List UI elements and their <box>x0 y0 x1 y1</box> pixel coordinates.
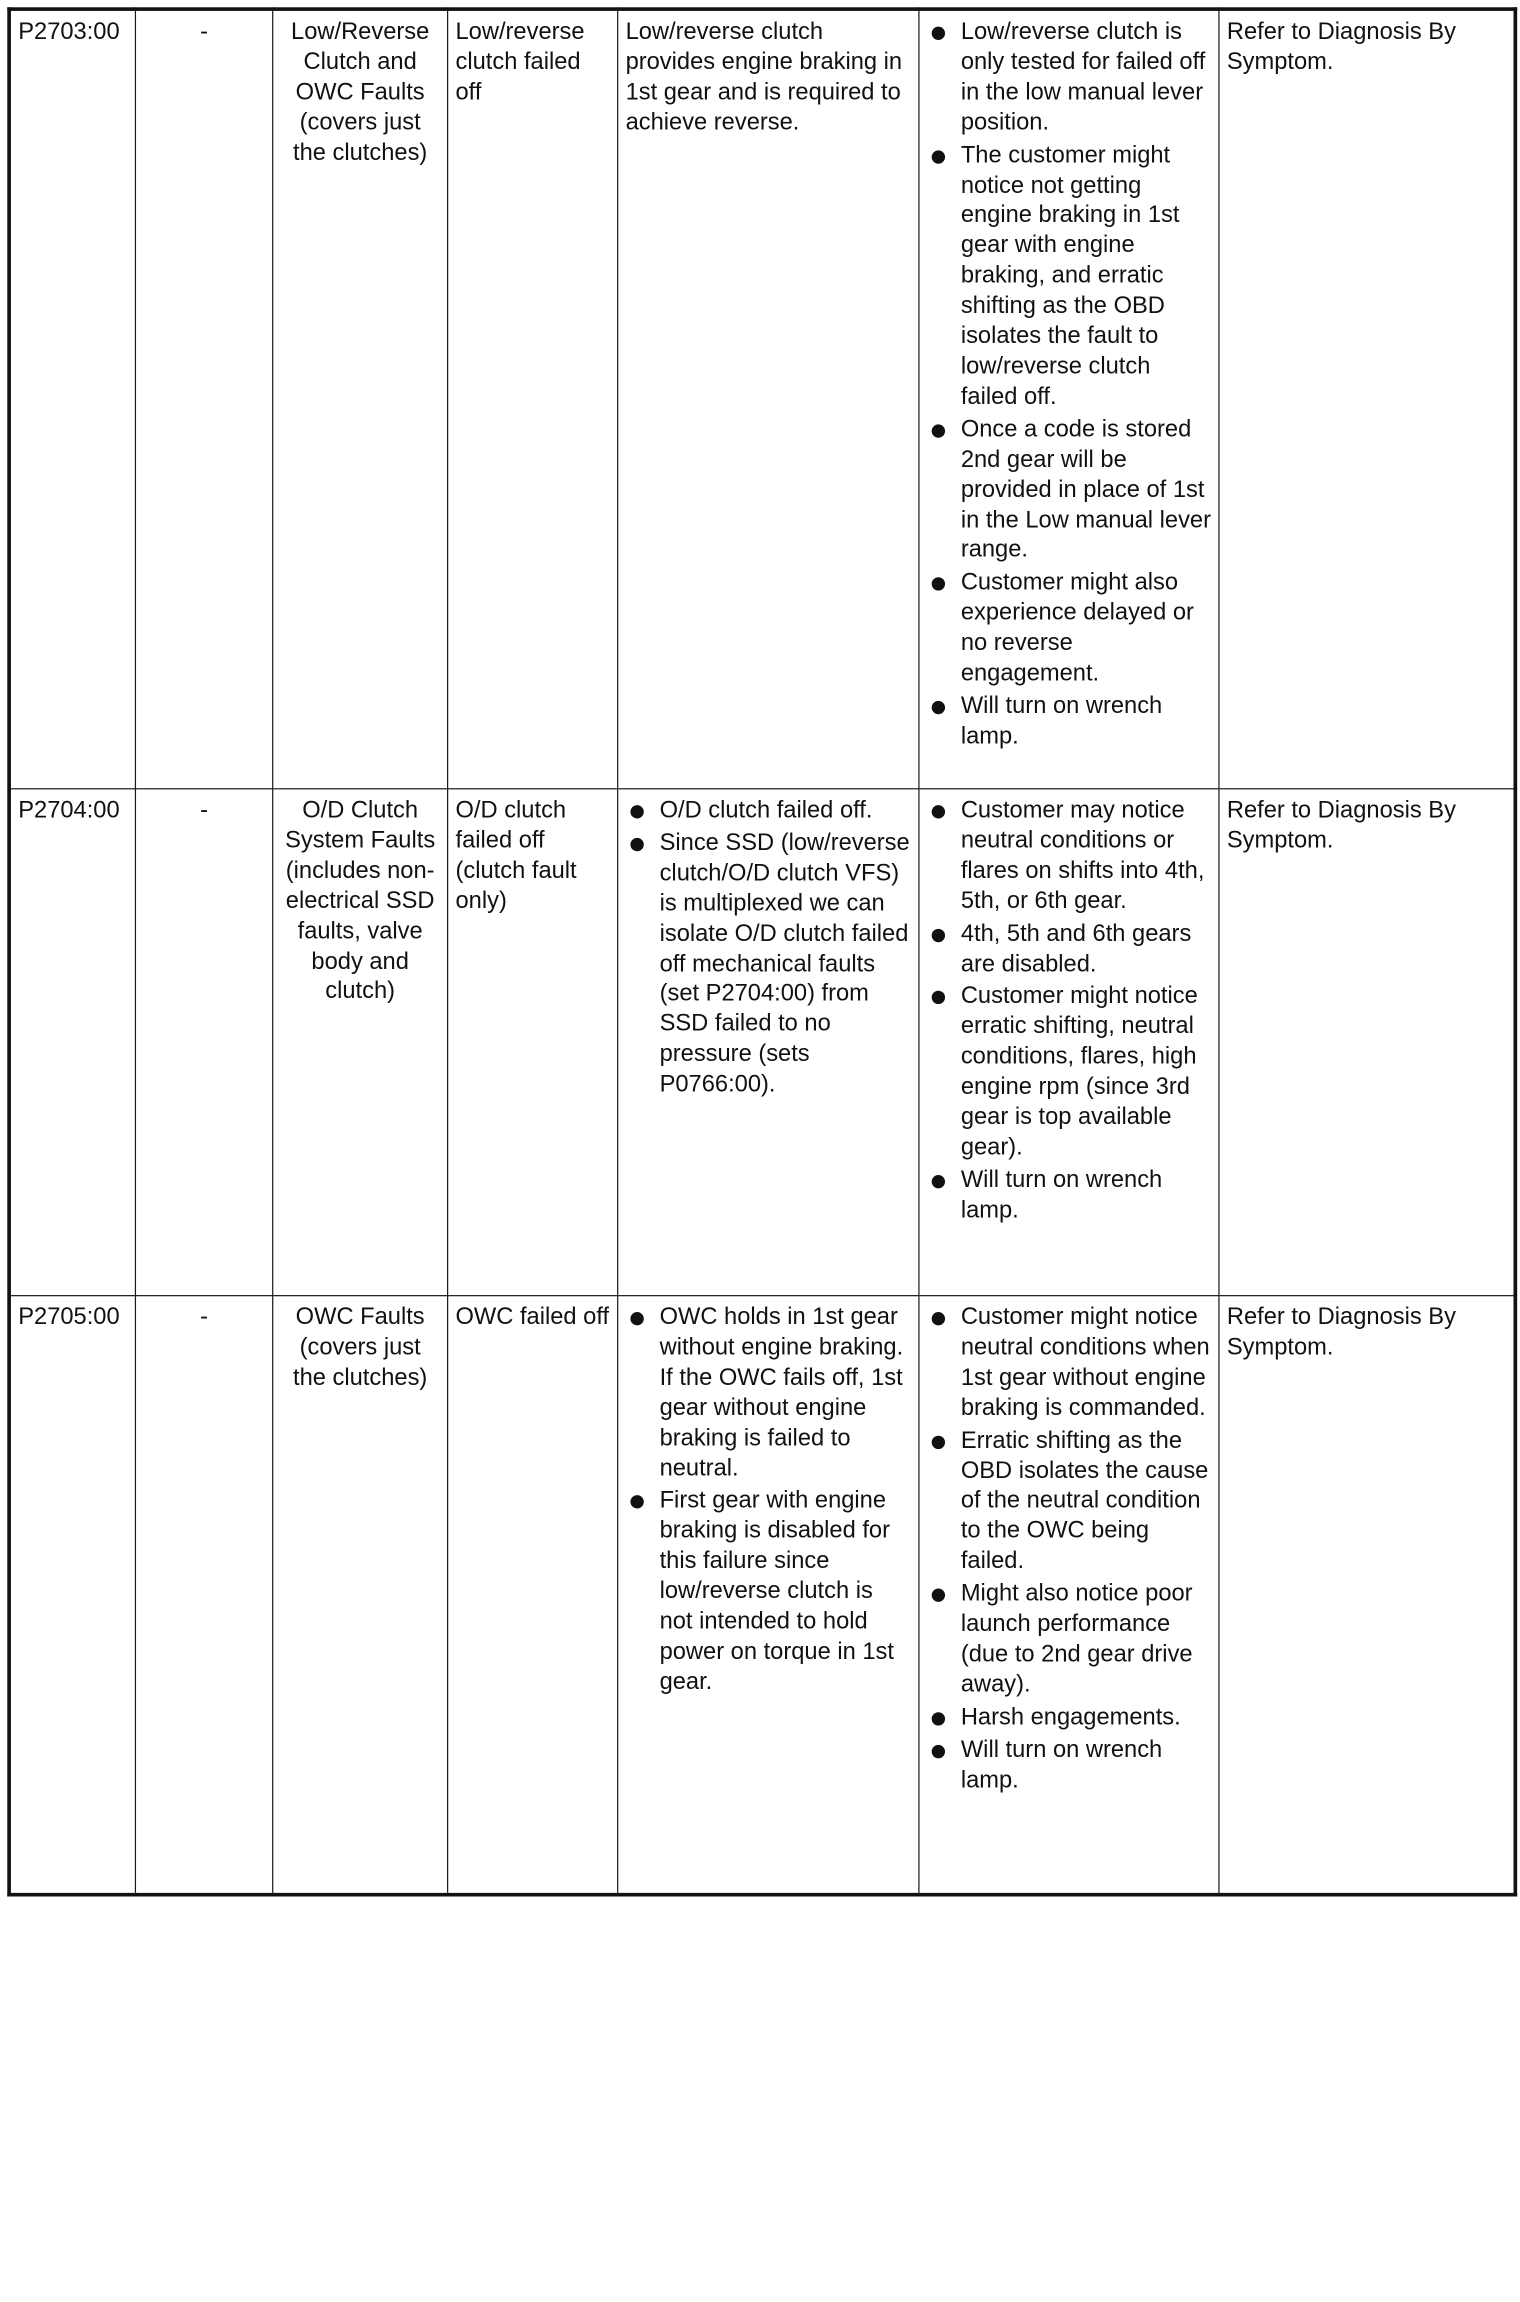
dtc-description: Low/Reverse Clutch and OWC Faults (covers just the clutches) <box>273 9 448 789</box>
notes-text: Low/reverse clutch provides engine braking in 1st gear and is required to achieve reverse. <box>618 9 919 789</box>
dash-cell: - <box>135 9 272 789</box>
list-item: Customer might notice erratic shifting, neutral conditions, flares, high engine rpm (since 3rd gear is top available gear). <box>927 982 1211 1163</box>
list-item: O/D clutch failed off. <box>626 795 911 825</box>
failure-condition: Low/reverse clutch failed off <box>448 9 618 789</box>
dtc-table <box>7 7 1517 1896</box>
list-item: Will turn on wrench lamp. <box>927 691 1211 751</box>
symptoms-cell <box>919 9 1219 789</box>
list-item: Once a code is stored 2nd gear will be provided in place of 1st in the Low manual lever range. <box>927 414 1211 565</box>
list-item: Harsh engagements. <box>927 1702 1211 1732</box>
action-text: Refer to Diagnosis By Symptom. <box>1219 1296 1515 1895</box>
dtc-description: O/D Clutch System Faults (includes non-electrical SSD faults, valve body and clutch) <box>273 789 448 1296</box>
action-text: Refer to Diagnosis By Symptom. <box>1219 9 1515 789</box>
dash-cell: - <box>135 789 272 1296</box>
list-item: Will turn on wrench lamp. <box>927 1165 1211 1225</box>
list-item: The customer might notice not getting engine braking in 1st gear with engine braking, and erratic shifting as the OBD isolates the fault to low/reverse clutch failed off. <box>927 140 1211 412</box>
table-row <box>9 789 1515 1296</box>
list-item: Will turn on wrench lamp. <box>927 1735 1211 1795</box>
list-item: Erratic shifting as the OBD isolates the cause of the neutral condition to the OWC being failed. <box>927 1426 1211 1577</box>
notes-cell <box>618 789 919 1296</box>
list-item: 4th, 5th and 6th gears are disabled. <box>927 919 1211 979</box>
list-item: First gear with engine braking is disabled for this failure since low/reverse clutch is not intended to hold power on torque in 1st gear. <box>626 1486 911 1697</box>
list-item: Since SSD (low/reverse clutch/O/D clutch VFS) is multiplexed we can isolate O/D clutch failed off mechanical faults (set P2704:00) from SSD failed to no pressure (sets P0766:00). <box>626 828 911 1100</box>
list-item: Customer might notice neutral conditions when 1st gear without engine braking is commanded. <box>927 1302 1211 1423</box>
table-row <box>9 9 1515 789</box>
notes-list <box>626 795 911 1099</box>
failure-condition: OWC failed off <box>448 1296 618 1895</box>
symptom-list <box>927 17 1211 752</box>
list-item: Customer might also experience delayed or no reverse engagement. <box>927 568 1211 689</box>
dtc-code: P2705:00 <box>9 1296 135 1895</box>
table-row <box>9 1296 1515 1895</box>
dash-cell: - <box>135 1296 272 1895</box>
action-text: Refer to Diagnosis By Symptom. <box>1219 789 1515 1296</box>
symptom-list <box>927 1302 1211 1795</box>
list-item: Might also notice poor launch performance (due to 2nd gear drive away). <box>927 1579 1211 1700</box>
list-item: OWC holds in 1st gear without engine braking. If the OWC fails off, 1st gear without engine braking is failed to neutral. <box>626 1302 911 1483</box>
list-item: Customer may notice neutral conditions or flares on shifts into 4th, 5th, or 6th gear. <box>927 795 1211 916</box>
notes-cell <box>618 1296 919 1895</box>
symptom-list <box>927 795 1211 1225</box>
list-item: Low/reverse clutch is only tested for failed off in the low manual lever position. <box>927 17 1211 138</box>
dtc-description: OWC Faults (covers just the clutches) <box>273 1296 448 1895</box>
symptoms-cell <box>919 1296 1219 1895</box>
symptoms-cell <box>919 789 1219 1296</box>
dtc-code: P2703:00 <box>9 9 135 789</box>
failure-condition: O/D clutch failed off (clutch fault only) <box>448 789 618 1296</box>
dtc-code: P2704:00 <box>9 789 135 1296</box>
notes-list <box>626 1302 911 1697</box>
